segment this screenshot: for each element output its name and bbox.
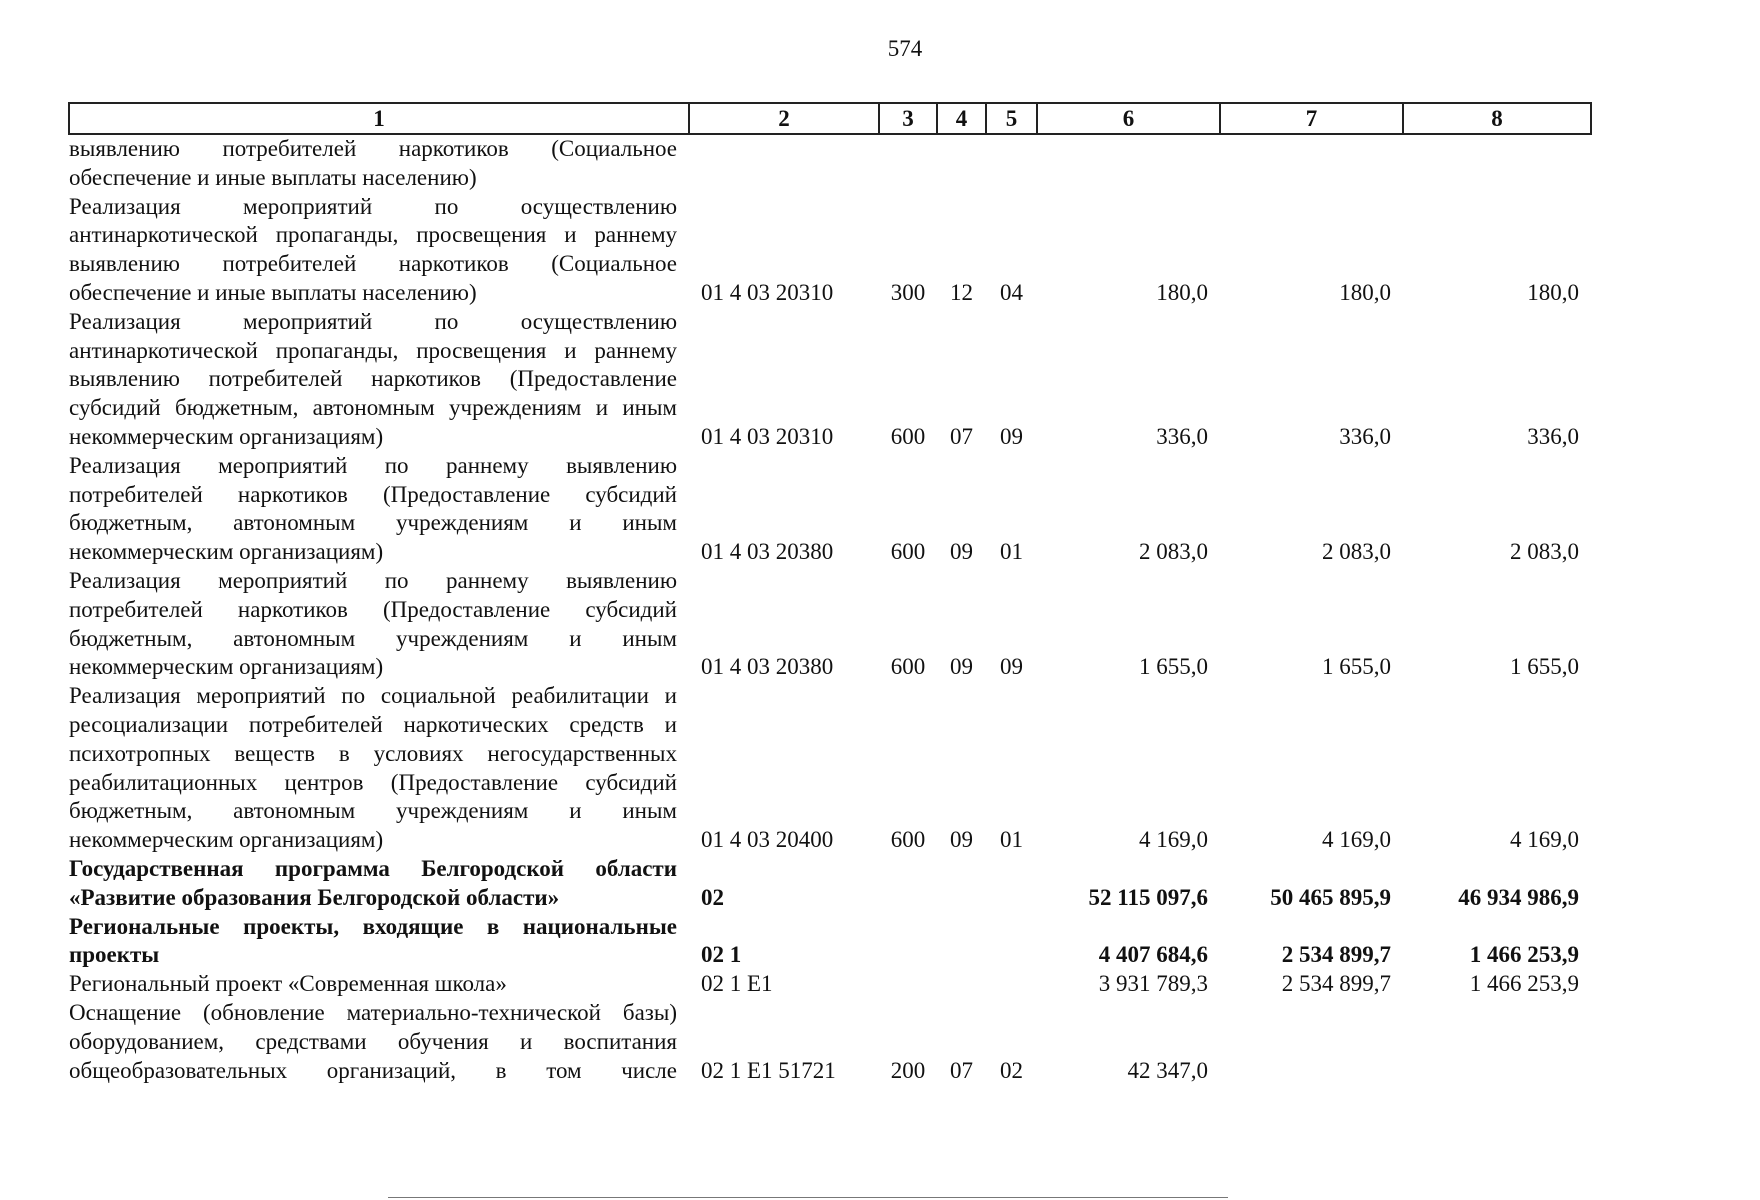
- amount-col-8: 4 169,0: [1510, 827, 1579, 853]
- amount-col-6: 2 083,0: [1139, 539, 1208, 565]
- row-description: Региональный проект «Современная школа»: [69, 971, 507, 997]
- amount-col-7: 1 655,0: [1322, 654, 1391, 680]
- table-row: [69, 193, 1591, 308]
- budget-code: 01 4 03 20400: [701, 827, 834, 853]
- table-row: [69, 913, 1591, 971]
- row-description: Реализация мероприятий по социальной реабилитации и ресоциализации потребителей наркотических средств и психотропных веществ в условиях негосударственных реабилитационных центров (Предоставление субсидий бюджетным, автономным учреждениям и иным некоммерческим организациям): [69, 683, 677, 853]
- expense-type: 600: [890, 539, 926, 565]
- amount-col-6: 336,0: [1156, 423, 1208, 449]
- amount-col-6: 3 931 789,3: [1098, 971, 1208, 997]
- amount-col-7: 2 534 899,7: [1281, 971, 1391, 997]
- budget-code: 01 4 03 20310: [701, 423, 834, 449]
- header-col-1: 1: [69, 103, 689, 134]
- expense-type: 200: [890, 1057, 926, 1083]
- header-col-8: 8: [1403, 103, 1591, 134]
- budget-code: 01 4 03 20310: [701, 279, 834, 305]
- subsection: [986, 134, 1037, 193]
- expense-type: 300: [890, 279, 926, 305]
- amount-col-8: [1403, 999, 1591, 1085]
- budget-code: 02 1 E1: [701, 971, 773, 997]
- amount-col-7: 4 169,0: [1322, 827, 1391, 853]
- amount-col-7: 50 465 895,9: [1270, 884, 1391, 910]
- table-body: [69, 134, 1591, 1085]
- table-row: [69, 452, 1591, 567]
- amount-col-7: 336,0: [1339, 423, 1391, 449]
- table-row: [69, 134, 1591, 193]
- budget-code: 01 4 03 20380: [701, 654, 834, 680]
- row-description: Государственная программа Белгородской области «Развитие образования Белгородской области»: [69, 855, 677, 910]
- budget-code: 02: [701, 884, 724, 910]
- subsection: 09: [1000, 654, 1023, 680]
- amount-col-6: 180,0: [1156, 279, 1208, 305]
- row-description: Реализация мероприятий по осуществлению антинаркотической пропаганды, просвещения и раннему выявлению потребителей наркотиков (Предоставление субсидий бюджетным, автономным учреждениям и иным некоммерческим организациям): [69, 308, 677, 449]
- section: 09: [950, 827, 973, 853]
- header-col-2: 2: [689, 103, 879, 134]
- subsection: [986, 913, 1037, 971]
- subsection: [986, 970, 1037, 999]
- subsection: 01: [1000, 539, 1023, 565]
- amount-col-7: 180,0: [1339, 279, 1391, 305]
- footer-rule: [388, 1197, 1228, 1198]
- expense-type: 600: [890, 654, 926, 680]
- table-row: [69, 308, 1591, 452]
- header-col-6: 6: [1037, 103, 1220, 134]
- amount-col-8: 1 466 253,9: [1469, 942, 1579, 968]
- amount-col-7: 2 534 899,7: [1281, 942, 1391, 968]
- amount-col-8: 336,0: [1527, 423, 1579, 449]
- amount-col-8: 1 466 253,9: [1469, 971, 1579, 997]
- section: 07: [950, 423, 973, 449]
- amount-col-6: [1037, 134, 1220, 193]
- amount-col-8: 46 934 986,9: [1458, 884, 1579, 910]
- section: 09: [950, 539, 973, 565]
- table-row: [69, 970, 1591, 999]
- amount-col-6: 4 407 684,6: [1098, 942, 1208, 968]
- section: [937, 134, 986, 193]
- section: [937, 970, 986, 999]
- amount-col-7: [1220, 134, 1403, 193]
- expense-type: 600: [890, 423, 926, 449]
- expense-type: [879, 913, 937, 971]
- table-row: [69, 567, 1591, 682]
- row-description: Оснащение (обновление материально-технической базы) оборудованием, средствами обучения и воспитания общеобразовательных организаций, в том числе: [69, 999, 677, 1083]
- amount-col-7: 2 083,0: [1322, 539, 1391, 565]
- expense-type: [879, 855, 937, 913]
- subsection: 01: [1000, 827, 1023, 853]
- amount-col-7: [1220, 999, 1403, 1085]
- amount-col-8: 2 083,0: [1510, 539, 1579, 565]
- expense-type: [879, 970, 937, 999]
- column-number-header: [69, 103, 1591, 134]
- row-description: Реализация мероприятий по осуществлению антинаркотической пропаганды, просвещения и раннему выявлению потребителей наркотиков (Социальное обеспечение и иные выплаты населению): [69, 193, 677, 305]
- amount-col-6: 52 115 097,6: [1088, 884, 1208, 910]
- row-description: выявлению потребителей наркотиков (Социальное обеспечение и иные выплаты населению): [69, 136, 677, 190]
- budget-code: 02 1: [701, 942, 742, 968]
- expense-type: [879, 134, 937, 193]
- table-row: [69, 855, 1591, 913]
- amount-col-6: 1 655,0: [1139, 654, 1208, 680]
- expense-type: 600: [890, 827, 926, 853]
- amount-col-8: 180,0: [1527, 279, 1579, 305]
- row-description: Региональные проекты, входящие в национальные проекты: [69, 913, 677, 968]
- page-number: 574: [887, 36, 923, 61]
- header-col-7: 7: [1220, 103, 1403, 134]
- section: 09: [950, 654, 973, 680]
- section: [937, 855, 986, 913]
- subsection: [986, 855, 1037, 913]
- row-description: Реализация мероприятий по раннему выявлению потребителей наркотиков (Предоставление субсидий бюджетным, автономным учреждениям и иным некоммерческим организациям): [69, 567, 677, 680]
- table-row: [69, 999, 1591, 1085]
- section: 12: [950, 279, 973, 305]
- budget-table: [68, 102, 1592, 1085]
- subsection: 04: [1000, 279, 1023, 305]
- amount-col-8: 1 655,0: [1510, 654, 1579, 680]
- budget-code: [689, 134, 879, 193]
- header-col-3: 3: [879, 103, 937, 134]
- amount-col-8: [1403, 134, 1591, 193]
- row-description: Реализация мероприятий по раннему выявлению потребителей наркотиков (Предоставление субсидий бюджетным, автономным учреждениям и иным некоммерческим организациям): [69, 452, 677, 565]
- amount-col-6: 4 169,0: [1139, 827, 1208, 853]
- header-col-4: 4: [937, 103, 986, 134]
- budget-code: 02 1 E1 51721: [701, 1057, 836, 1083]
- section: [937, 913, 986, 971]
- table-row: [69, 682, 1591, 855]
- section: 07: [950, 1057, 973, 1083]
- budget-code: 01 4 03 20380: [701, 539, 834, 565]
- subsection: 02: [1000, 1057, 1023, 1083]
- amount-col-6: 42 347,0: [1127, 1057, 1208, 1083]
- header-col-5: 5: [986, 103, 1037, 134]
- subsection: 09: [1000, 423, 1023, 449]
